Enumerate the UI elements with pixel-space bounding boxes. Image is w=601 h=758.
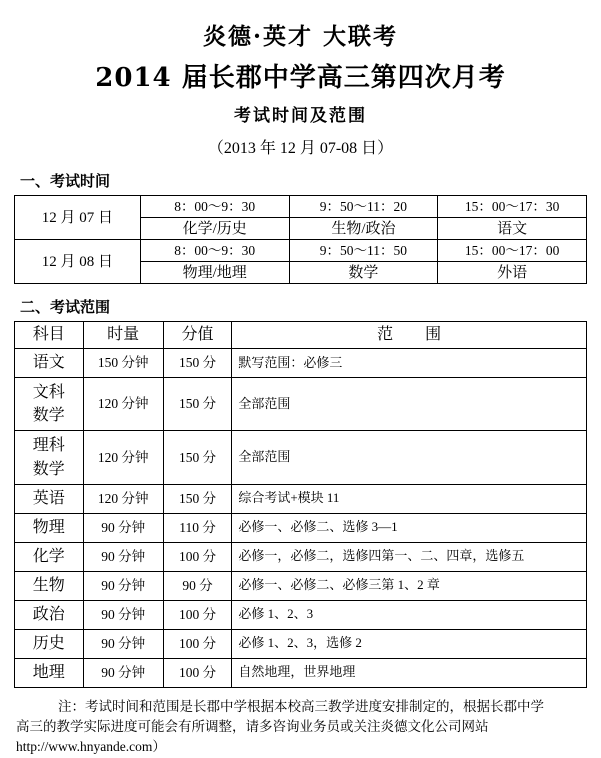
scope-subject-6: 生物 [15, 571, 84, 600]
table-header-row [15, 322, 587, 349]
scope-range-2: 全部范围 [232, 431, 587, 484]
scope-duration-2: 120 分钟 [83, 431, 163, 484]
exam-date-range: （2013 年 12 月 07-08 日） [207, 140, 394, 157]
table-row [15, 658, 587, 687]
scope-range-0: 默写范围：必修三 [232, 349, 587, 378]
scope-score-6: 90 分 [163, 571, 232, 600]
exam-time-table [14, 195, 587, 284]
scope-subject-9: 地理 [15, 658, 84, 687]
scope-score-8: 100 分 [163, 629, 232, 658]
scope-duration-5: 90 分钟 [83, 542, 163, 571]
scope-subject-5: 化学 [15, 542, 84, 571]
table-row [15, 513, 587, 542]
time-subject-1-2: 外语 [438, 262, 587, 284]
scope-score-2: 150 分 [163, 431, 232, 484]
scope-subject-line: 理科 [32, 437, 65, 455]
scope-subject-1 [15, 378, 84, 431]
time-slot-1-2: 15：00～17：00 [438, 240, 587, 262]
table-row [15, 378, 587, 431]
scope-duration-9: 90 分钟 [83, 658, 163, 687]
exam-main-title: 2014 届长郡中学高三第四次月考 [95, 63, 506, 93]
table-row [15, 349, 587, 378]
scope-range-8: 必修 1、2、3，选修 2 [232, 629, 587, 658]
table-row [15, 196, 587, 218]
table-row [15, 240, 587, 262]
scope-duration-3: 120 分钟 [83, 484, 163, 513]
scope-subject-3: 英语 [15, 484, 84, 513]
scope-duration-7: 90 分钟 [83, 600, 163, 629]
scope-subject-4: 物理 [15, 513, 84, 542]
table-row [15, 484, 587, 513]
scope-score-5: 100 分 [163, 542, 232, 571]
time-slot-1-1: 9：50～11：50 [289, 240, 438, 262]
scope-score-9: 100 分 [163, 658, 232, 687]
scope-range-9: 自然地理，世界地理 [232, 658, 587, 687]
table-row [15, 629, 587, 658]
time-slot-0-0: 8：00～9：30 [140, 196, 289, 218]
document-page [0, 18, 601, 755]
scope-score-4: 110 分 [163, 513, 232, 542]
time-subject-0-0: 化学/历史 [140, 218, 289, 240]
scope-range-7: 必修 1、2、3 [232, 600, 587, 629]
col-head-score: 分值 [163, 322, 232, 349]
scope-subject-8: 历史 [15, 629, 84, 658]
time-slot-0-1: 9：50～11：20 [289, 196, 438, 218]
time-day-1: 12 月 08 日 [15, 240, 141, 284]
scope-subject-2 [15, 431, 84, 484]
time-slot-1-0: 8：00～9：30 [140, 240, 289, 262]
time-subject-1-0: 物理/地理 [140, 262, 289, 284]
table-row [15, 600, 587, 629]
scope-range-4: 必修一、必修二、选修 3—1 [232, 513, 587, 542]
section-heading-time: 一、考试时间 [20, 174, 111, 190]
scope-duration-8: 90 分钟 [83, 629, 163, 658]
scope-duration-4: 90 分钟 [83, 513, 163, 542]
scope-range-6: 必修一、必修二、必修三第 1、2 章 [232, 571, 587, 600]
scope-subject-0: 语文 [15, 349, 84, 378]
time-subject-0-1: 生物/政治 [289, 218, 438, 240]
scope-score-0: 150 分 [163, 349, 232, 378]
table-row [15, 571, 587, 600]
col-head-subject: 科目 [15, 322, 84, 349]
time-slot-0-2: 15：00～17：30 [438, 196, 587, 218]
section-heading-scope: 二、考试范围 [20, 300, 111, 316]
scope-subject-line: 数学 [32, 460, 65, 478]
scope-score-1: 150 分 [163, 378, 232, 431]
exam-scope-table [14, 321, 587, 688]
table-row [15, 542, 587, 571]
footer-note-line-3: http://www.hnyande.com） [16, 739, 166, 755]
scope-range-3: 综合考试+模块 11 [232, 484, 587, 513]
scope-score-3: 150 分 [163, 484, 232, 513]
scope-range-5: 必修一，必修二，选修四第一、二、四章，选修五 [232, 542, 587, 571]
time-subject-1-1: 数学 [289, 262, 438, 284]
table-row [15, 431, 587, 484]
exam-brand-title: 炎德·英才 大联考 [202, 23, 398, 50]
scope-range-1: 全部范围 [232, 378, 587, 431]
scope-duration-1: 120 分钟 [83, 378, 163, 431]
scope-subject-line: 数学 [32, 407, 65, 425]
time-day-0: 12 月 07 日 [15, 196, 141, 240]
footer-note-line-2: 高三的教学实际进度可能会有所调整，请多咨询业务员或关注炎德文化公司网站 [16, 719, 489, 734]
footer-note-line-1: 注：考试时间和范围是长郡中学根据本校高三教学进度安排制定的，根据长郡中学 [58, 698, 544, 714]
scope-duration-6: 90 分钟 [83, 571, 163, 600]
col-head-range: 范 围 [232, 322, 587, 349]
scope-subject-7: 政治 [15, 600, 84, 629]
scope-subject-line: 文科 [32, 384, 65, 401]
time-subject-0-2: 语文 [438, 218, 587, 240]
footer-note [14, 697, 587, 758]
col-head-duration: 时量 [83, 322, 163, 349]
exam-subtitle: 考试时间及范围 [234, 106, 367, 125]
scope-score-7: 100 分 [163, 600, 232, 629]
scope-duration-0: 150 分钟 [83, 349, 163, 378]
